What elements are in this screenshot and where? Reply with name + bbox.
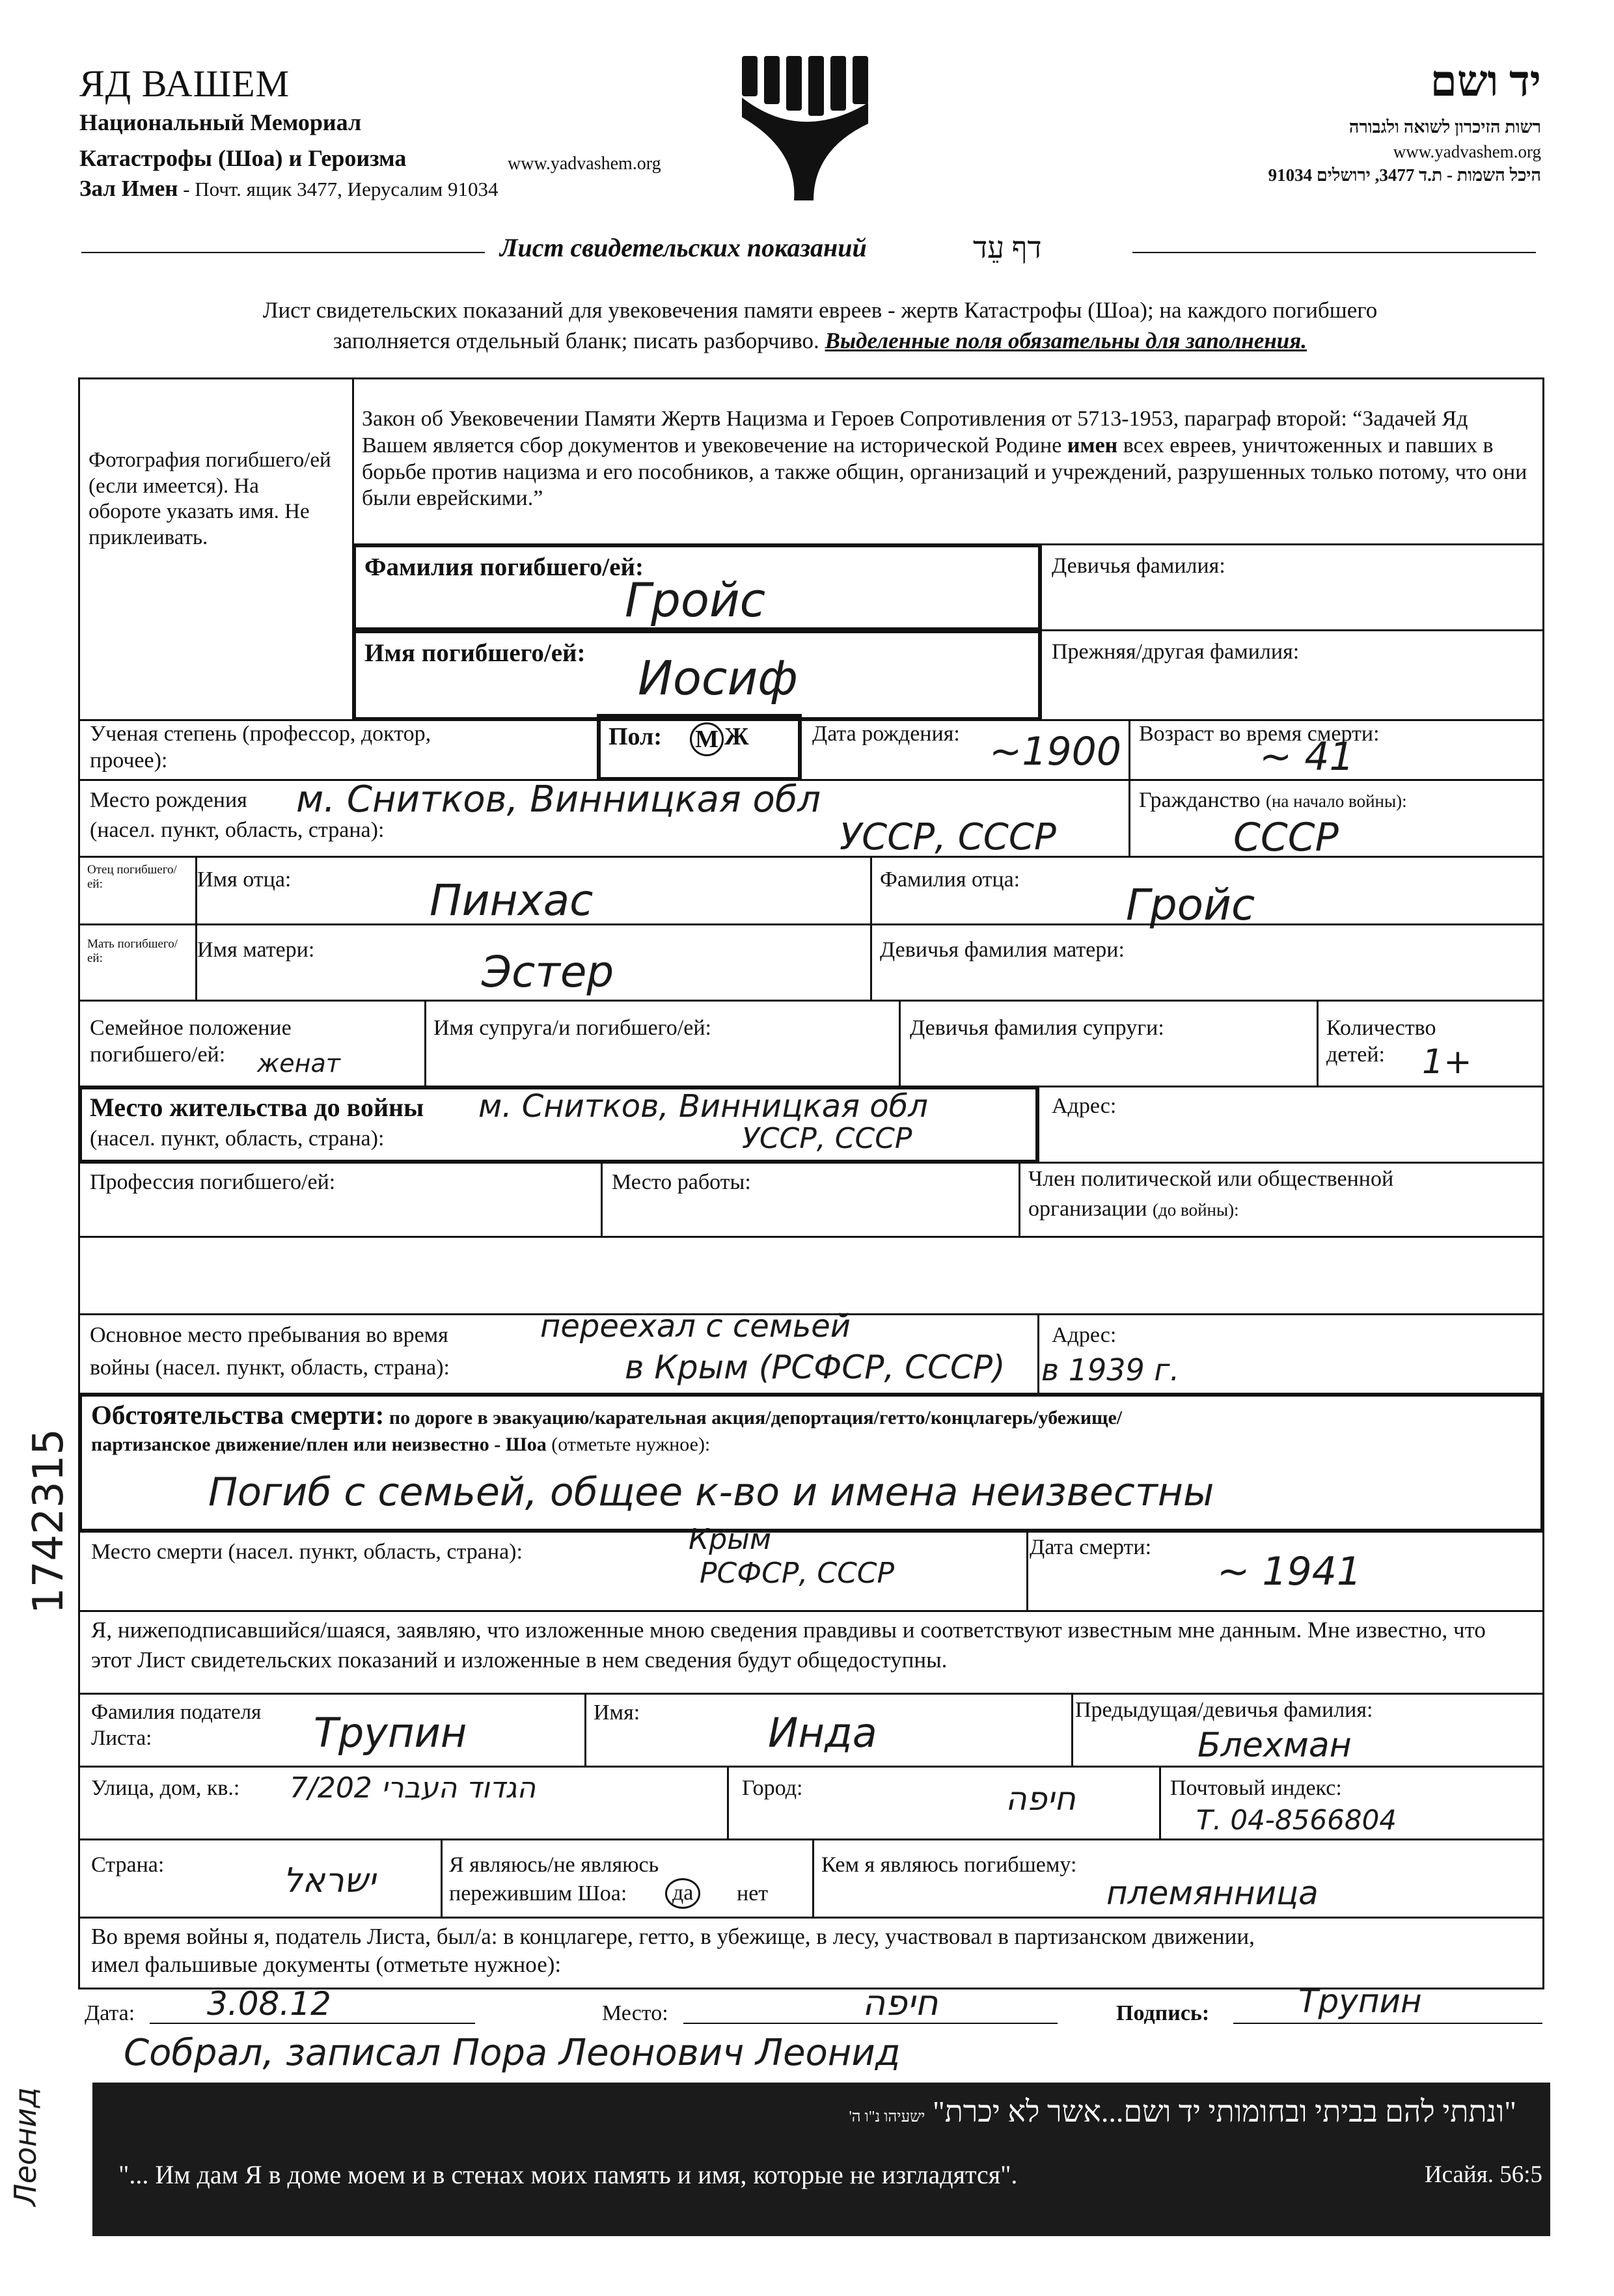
wartime-address-value: в 1939 г. <box>1041 1352 1180 1387</box>
org-subtitle2-ru: Катастрофы (Шоа) и Героизма <box>79 145 407 171</box>
father-name-value: Пинхас <box>430 875 594 925</box>
children-count-value: 1+ <box>1422 1043 1472 1082</box>
surname-value: Гройс <box>625 573 766 627</box>
sex-male-option[interactable]: М <box>690 722 724 756</box>
title-rule-right <box>1132 252 1536 253</box>
membership-sublabel-note: (до войны): <box>1153 1200 1239 1220</box>
residence-value-1: м. Снитков, Винницкая обл <box>478 1088 928 1125</box>
survivor-no-option[interactable]: нет <box>737 1881 769 1906</box>
law-text-1: Закон об Увековечении Памяти Жертв Нацизма и Героев Сопротивления от 5713-1953, параграф второй: “Задачей Яд Вашем является сбор документов и увековечение на исторической Родине <box>362 407 1468 458</box>
hall-name: Зал Имен <box>79 176 178 201</box>
title-rule-left <box>81 252 485 253</box>
blank-row <box>78 1236 1544 1315</box>
org-subtitle-he: רשות הזיכרון לשואה ולגבורה <box>1348 117 1541 137</box>
survivor-yes-option[interactable]: да <box>665 1878 700 1909</box>
birthdate-label: Дата рождения: <box>812 722 960 746</box>
age-value: ~ 41 <box>1259 734 1354 780</box>
date-label: Дата: <box>85 2001 135 2025</box>
law-text <box>362 406 1533 512</box>
wartime-place-label-2: войны (насел. пункт, область, страна): <box>90 1356 450 1380</box>
form-title: Лист свидетельских показаний <box>500 233 867 262</box>
maiden-name-label: Девичья фамилия: <box>1052 554 1225 578</box>
org-name-he: יד ושם <box>1430 58 1541 105</box>
submitter-name-value: Инда <box>768 1709 877 1756</box>
relation-label: Кем я являюсь погибшему: <box>821 1853 1077 1877</box>
residence-value-2: УССР, СССР <box>742 1122 912 1155</box>
age-label: Возраст во время смерти: <box>1139 722 1380 746</box>
photo-note: Фотография погибшего/ей (если имеется). На обороте указать имя. Не приклеивать. <box>89 448 331 549</box>
spouse-name-field[interactable] <box>424 1000 901 1087</box>
mother-name-value: Эстер <box>482 947 614 997</box>
firstname-value: Иосиф <box>638 651 798 705</box>
relation-value: племянница <box>1106 1874 1319 1912</box>
declaration-text: Я, нижеподписавшийся/шаяся, заявляю, что изложенные мною сведения правдивы и соответствуют известным мне данным. Мне известно, что этот Лист свидетельских показаний и изложенные в нем сведения будут общедоступны. <box>91 1617 1486 1673</box>
place-label: Место: <box>602 2001 668 2025</box>
survivor-label-2: пережившим Шоа: <box>449 1881 627 1906</box>
yad-vashem-logo-icon <box>742 52 892 205</box>
quote-reference: Исайя. 56:5 <box>1424 2161 1542 2188</box>
submitter-street-value: 7/202 הגדוד העברי <box>290 1771 536 1805</box>
circumstances-mark-note: (отметьте нужное): <box>551 1434 711 1455</box>
father-surname-value: Гройс <box>1126 880 1255 930</box>
birthplace-value-1: м. Снитков, Винницкая обл <box>296 778 821 821</box>
submitter-country-label: Страна: <box>91 1853 165 1877</box>
form-title-he: דף עֵד <box>973 231 1042 264</box>
quote-hebrew-ref: ישעיהו נ"ו ה' <box>849 2109 925 2125</box>
org-name-ru: ЯД ВАШЕМ <box>79 62 290 105</box>
submitter-city-value: חיפה <box>1005 1780 1076 1818</box>
margin-record-number: 1742315 <box>25 1428 73 1614</box>
quote-hebrew: "ונתתי להם בביתי ובחומותי יד ושם...אשר לא יכרת" <box>932 2095 1516 2128</box>
death-place-value-1: Крым <box>689 1523 772 1556</box>
wartime-place-value-1: переехал с семьей <box>540 1308 851 1345</box>
membership-sublabel-wrap <box>1028 1196 1239 1223</box>
firstname-label: Имя погибшего/ей: <box>364 639 586 667</box>
children-count-label: Количество детей: <box>1326 1016 1436 1067</box>
org-address-he: היכל השמות - ת.ד 3477, ירושלים 91034 <box>1268 165 1541 185</box>
signature-value[interactable]: Трупин <box>1298 1982 1422 2020</box>
date-line <box>150 2023 475 2024</box>
wartime-address-label: Адрес: <box>1052 1323 1117 1347</box>
intro-text <box>111 295 1529 357</box>
citizenship-label: Гражданство <box>1139 788 1261 812</box>
circumstances-label: Обстоятельства смерти: <box>91 1400 385 1430</box>
submitter-wartime-text-2: имел фальшивые документы (отметьте нужное): <box>91 1952 562 1977</box>
workplace-label: Место работы: <box>612 1170 751 1194</box>
intro-line-1: Лист свидетельских показаний для увековечения памяти евреев - жертв Катастрофы (Шоа); на каждого погибшего <box>262 297 1378 323</box>
submitter-surname-label: Фамилия подателя Листа: <box>91 1701 262 1750</box>
birthplace-value-2: УССР, СССР <box>840 816 1056 858</box>
submitter-city-label: Город: <box>742 1776 803 1800</box>
death-place-value-2: РСФСР, СССР <box>700 1557 895 1590</box>
collector-note: Собрал, записал Пора Леонович Леонид <box>124 2032 901 2074</box>
father-surname-label: Фамилия отца: <box>880 868 1020 892</box>
quote-hebrew-wrap <box>849 2094 1516 2129</box>
marital-status-value: женат <box>257 1049 340 1078</box>
death-place-label: Место смерти (насел. пункт, область, страна): <box>91 1540 523 1564</box>
website-right: www.yadvashem.org <box>1393 142 1541 161</box>
submitter-name-label: Имя: <box>594 1701 640 1725</box>
citizenship-label-wrap <box>1139 787 1407 814</box>
org-subtitle-ru: Национальный Мемориал <box>79 109 362 135</box>
survivor-label-1: Я являюсь/не являюсь <box>449 1853 659 1877</box>
quote-russian: "... Им дам Я в доме моем и в стенах моих память и имя, которые не изгладятся". <box>118 2160 1018 2189</box>
degree-label: Ученая степень (профессор, доктор, прочее): <box>90 722 431 772</box>
law-text-bold: имен <box>1067 433 1118 458</box>
submitter-zip-value: Т. 04-8566804 <box>1196 1804 1397 1836</box>
org-address-ru <box>79 176 499 202</box>
mother-maiden-label: Девичья фамилия матери: <box>880 938 1125 962</box>
spouse-maiden-label: Девичья фамилия супруги: <box>910 1016 1164 1040</box>
mother-tag: Мать погибшего/ей: <box>87 937 178 965</box>
sex-label: Пол: <box>609 723 663 750</box>
submitter-surname-value: Трупин <box>314 1709 467 1756</box>
residence-sublabel: (насел. пункт, область, страна): <box>90 1127 385 1151</box>
circumstances-options-1: по дороге в эвакуацию/карательная акция/депортация/гетто/концлагерь/убежище/ <box>389 1407 1123 1428</box>
death-date-label: Дата смерти: <box>1030 1535 1152 1559</box>
submitter-street-label: Улица, дом, кв.: <box>91 1776 240 1800</box>
membership-sublabel: организации <box>1028 1197 1147 1221</box>
birthplace-sublabel: (насел. пункт, область, страна): <box>90 818 385 842</box>
postal-address: - Почт. ящик 3477, Иерусалим 91034 <box>183 178 499 200</box>
death-date-value: ~ 1941 <box>1217 1549 1362 1594</box>
signature-line <box>1233 2023 1542 2024</box>
citizenship-sublabel: (на начало войны): <box>1265 791 1407 811</box>
circumstances-line-2 <box>91 1433 710 1456</box>
intro-line-2: заполняется отдельный бланк; писать разборчиво. <box>333 328 819 354</box>
submitter-country-value: ישראל <box>283 1861 376 1900</box>
submitter-zip-label: Почтовый индекс: <box>1170 1776 1342 1800</box>
submitter-prev-surname-value: Блехман <box>1197 1726 1352 1765</box>
circumstances-options-2: партизанское движение/плен или неизвестно - Шоа <box>91 1434 547 1455</box>
margin-signature: Леонид <box>8 2087 43 2206</box>
law-text-2: всех евреев, уничтоженных и павших в борьбе против нацизма и его пособников, а также общин, организаций и учреждений, разрушенных только потому, что они были еврейскими.” <box>362 433 1527 511</box>
residence-address-label: Адрес: <box>1052 1094 1117 1118</box>
birthplace-label: Место рождения <box>90 788 247 812</box>
mother-name-label: Имя матери: <box>197 938 315 962</box>
surname-label: Фамилия погибшего/ей: <box>364 553 644 581</box>
marital-status-label: Семейное положение погибшего/ей: <box>90 1016 292 1067</box>
birthdate-value: ~1900 <box>989 729 1121 774</box>
other-surname-label: Прежняя/другая фамилия: <box>1052 640 1300 664</box>
spouse-name-label: Имя супруга/и погибшего/ей: <box>433 1016 711 1040</box>
profession-label: Профессия погибшего/ей: <box>90 1170 336 1194</box>
website-left: www.yadvashem.org <box>508 154 661 174</box>
residence-label: Место жительства до войны <box>90 1093 424 1122</box>
sex-female-option[interactable]: Ж <box>724 723 749 750</box>
spouse-maiden-field[interactable] <box>899 1000 1319 1087</box>
membership-label: Член политической или общественной <box>1028 1167 1394 1191</box>
submitter-wartime-text-1: Во время войны я, податель Листа, был/а: в концлагере, гетто, в убежище, в лесу, участвовал в партизанском движении, <box>91 1924 1255 1949</box>
father-tag: Отец погибшего/ей: <box>87 863 177 891</box>
date-value[interactable]: 3.08.12 <box>207 1985 331 2023</box>
signature-label: Подпись: <box>1116 2001 1210 2025</box>
father-name-label: Имя отца: <box>197 868 292 892</box>
wartime-place-value-2: в Крым (РСФСР, СССР) <box>625 1348 1005 1386</box>
place-value[interactable]: חיפה <box>862 1982 938 2023</box>
circumstances-line-1 <box>91 1399 1122 1431</box>
circumstances-value: Погиб с семьей, общее к-во и имена неизвестны <box>208 1469 1214 1515</box>
intro-required-note: Выделенные поля обязательны для заполнения. <box>825 328 1307 354</box>
wartime-place-label-1: Основное место пребывания во время <box>90 1323 448 1347</box>
citizenship-value: СССР <box>1233 815 1339 860</box>
submitter-prev-surname-label: Предыдущая/девичья фамилия: <box>1075 1698 1373 1722</box>
